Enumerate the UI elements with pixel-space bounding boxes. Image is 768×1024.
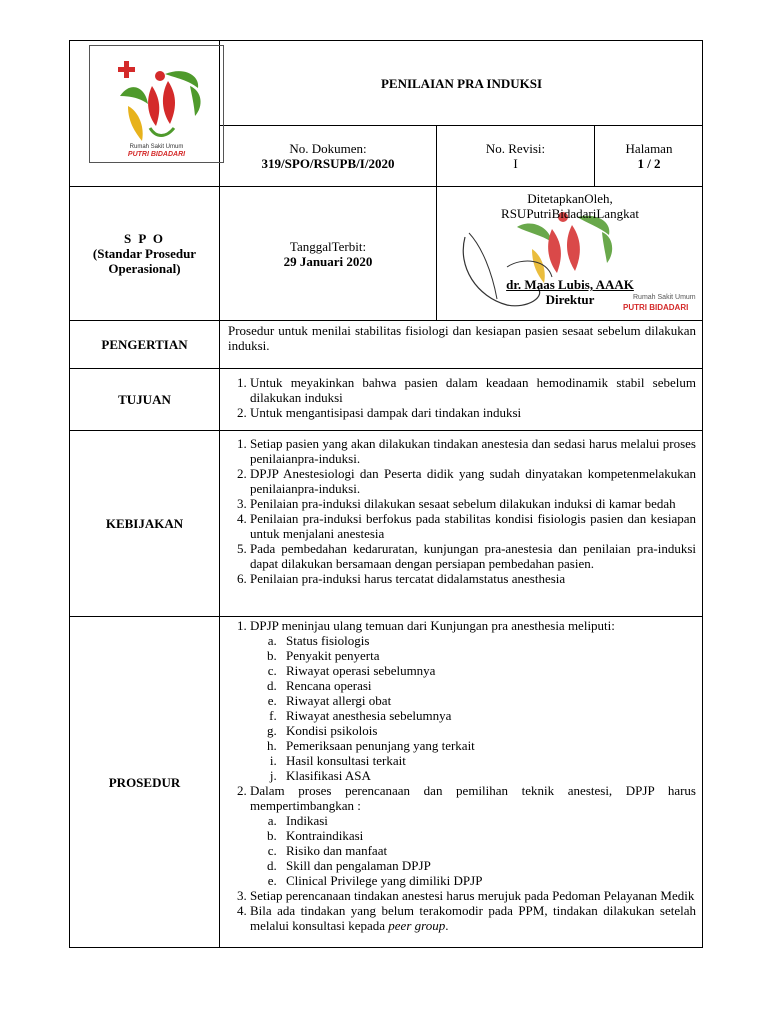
no-revisi-cell [437,126,594,186]
spo-subtitle-line2: Operasional) [108,261,181,276]
ditetapkan-line1: DitetapkanOleh, [527,191,613,206]
signatory-title: Direktur [545,292,595,307]
spo-subtitle-line1: (Standar Prosedur [92,246,197,261]
kebijakan-label: KEBIJAKAN [105,516,184,531]
signatory-name: dr. Maas Lubis, AAAK [506,277,634,292]
sub-list-item: e. Clinical Privilege yang dimiliki DPJP [280,873,696,888]
stamp-text: PUTRI BIDADARI [623,303,689,312]
halaman-value: 1 / 2 [637,156,661,171]
sub-list-item: j. Klasifikasi ASA [280,768,696,783]
prosedur-list [228,618,696,933]
list-item: 2. Untuk mengantisipasi dampak dari tindakan induksi [250,405,696,420]
prosedur-item2: Dalam proses perencanaan dan pemilihan teknik anestesi, DPJP harus mempertimbangkan : [250,783,696,813]
tanggal-label: TanggalTerbit: [289,238,367,254]
spo-document [69,40,703,948]
logo-text-line2: PUTRI BIDADARI [127,151,186,158]
pengertian-label: PENGERTIAN [101,337,188,352]
list-item: 1. Setiap pasien yang akan dilakukan tindakan anestesia dan sedasi harus melalui proses penilaianpra-induksi. [250,436,696,466]
no-dokumen-value: 319/SPO/RSUPB/I/2020 [261,156,395,171]
halaman-label: Halaman [625,141,673,156]
ditetapkan-cell [437,187,703,320]
list-item [250,783,696,888]
hospital-logo [89,45,224,163]
sub-list-item: b. Kontraindikasi [280,828,696,843]
prosedur-item4-em: peer group [388,918,446,933]
sub-list-item: e. Riwayat allergi obat [280,693,696,708]
prosedur-item4-end: . [445,918,449,933]
sub-list-item: c. Riwayat operasi sebelumnya [280,663,696,678]
spo-cell [70,187,219,320]
list-item: 2. DPJP Anestesiologi dan Peserta didik yang sudah dinyatakan kompetenmelakukan penilaianpra-induksi. [250,466,696,496]
spo-title: S P O [123,231,166,246]
list-item [250,618,696,783]
sub-list-item: d. Skill dan pengalaman DPJP [280,858,696,873]
sub-list-item: b. Penyakit penyerta [280,648,696,663]
sub-list-item: c. Risiko dan manfaat [280,843,696,858]
list-item: 4. Penilaian pra-induksi berfokus pada stabilitas kondisi fisiologis pasien dan kesiapan untuk menjalani anestesia [250,511,696,541]
tanggal-terbit-cell [220,187,436,320]
list-item: 6. Penilaian pra-induksi harus tercatat didalamstatus anesthesia [250,571,696,586]
list-item: 3. Setiap perencanaan tindakan anestesi harus merujuk pada Pedoman Pelayanan Medik [250,888,696,903]
prosedur-item4-text: Bila ada tindakan yang belum terakomodir pada PPM, tindakan dilakukan setelah melalui konsultasi kepada [250,903,696,933]
sub-list-item: d. Rencana operasi [280,678,696,693]
logo-text-line1: Rumah Sakit Umum [129,144,184,150]
sub-list-item: g. Kondisi psikolois [280,723,696,738]
no-revisi-label: No. Revisi: [485,141,546,156]
sub-list-item: f. Riwayat anesthesia sebelumnya [280,708,696,723]
tujuan-label-cell [70,369,219,430]
document-title-cell [220,41,703,125]
no-revisi-value: I [513,156,518,171]
tujuan-list [228,375,696,420]
list-item: 5. Pada pembedahan kedaruratan, kunjungan pra-anestesia dan penilaian pra-induksi dapat dilakukan bersamaan dengan persiapan pembedahan pasien. [250,541,696,571]
sub-list-item: a. Indikasi [280,813,696,828]
list-item: 1. Untuk meyakinkan bahwa pasien dalam keadaan hemodinamik stabil sebelum dilakukan induksi [250,375,696,405]
sub-list-item: h. Pemeriksaan penunjang yang terkait [280,738,696,753]
list-item: 3. Penilaian pra-induksi dilakukan sesaat sebelum dilakukan induksi di kamar bedah [250,496,696,511]
tujuan-label: TUJUAN [118,392,171,407]
document-title: PENILAIAN PRA INDUKSI [380,75,543,91]
prosedur-item1: DPJP meninjau ulang temuan dari Kunjungan pra anesthesia meliputi: [250,618,615,633]
kebijakan-list [228,436,696,586]
prosedur-label: PROSEDUR [108,775,181,790]
kebijakan-label-cell [70,431,219,616]
list-item [250,903,696,933]
ditetapkan-line2: RSUPutriBidadariLangkat [501,206,639,221]
prosedur-label-cell [70,617,219,948]
sub-list-item: i. Hasil konsultasi terkait [280,753,696,768]
pengertian-label-cell [70,321,219,368]
no-dokumen-label: No. Dokumen: [289,141,367,156]
halaman-cell [595,126,703,186]
tanggal-value: 29 Januari 2020 [283,253,373,269]
no-dokumen-cell [220,126,436,186]
sub-list-item: a. Status fisiologis [280,633,696,648]
stamp-caption: Rumah Sakit Umum [633,294,696,301]
pengertian-text: Prosedur untuk menilai stabilitas fisiologi dan kesiapan pasien sesaat sebelum dilakukan induksi. [228,323,696,353]
